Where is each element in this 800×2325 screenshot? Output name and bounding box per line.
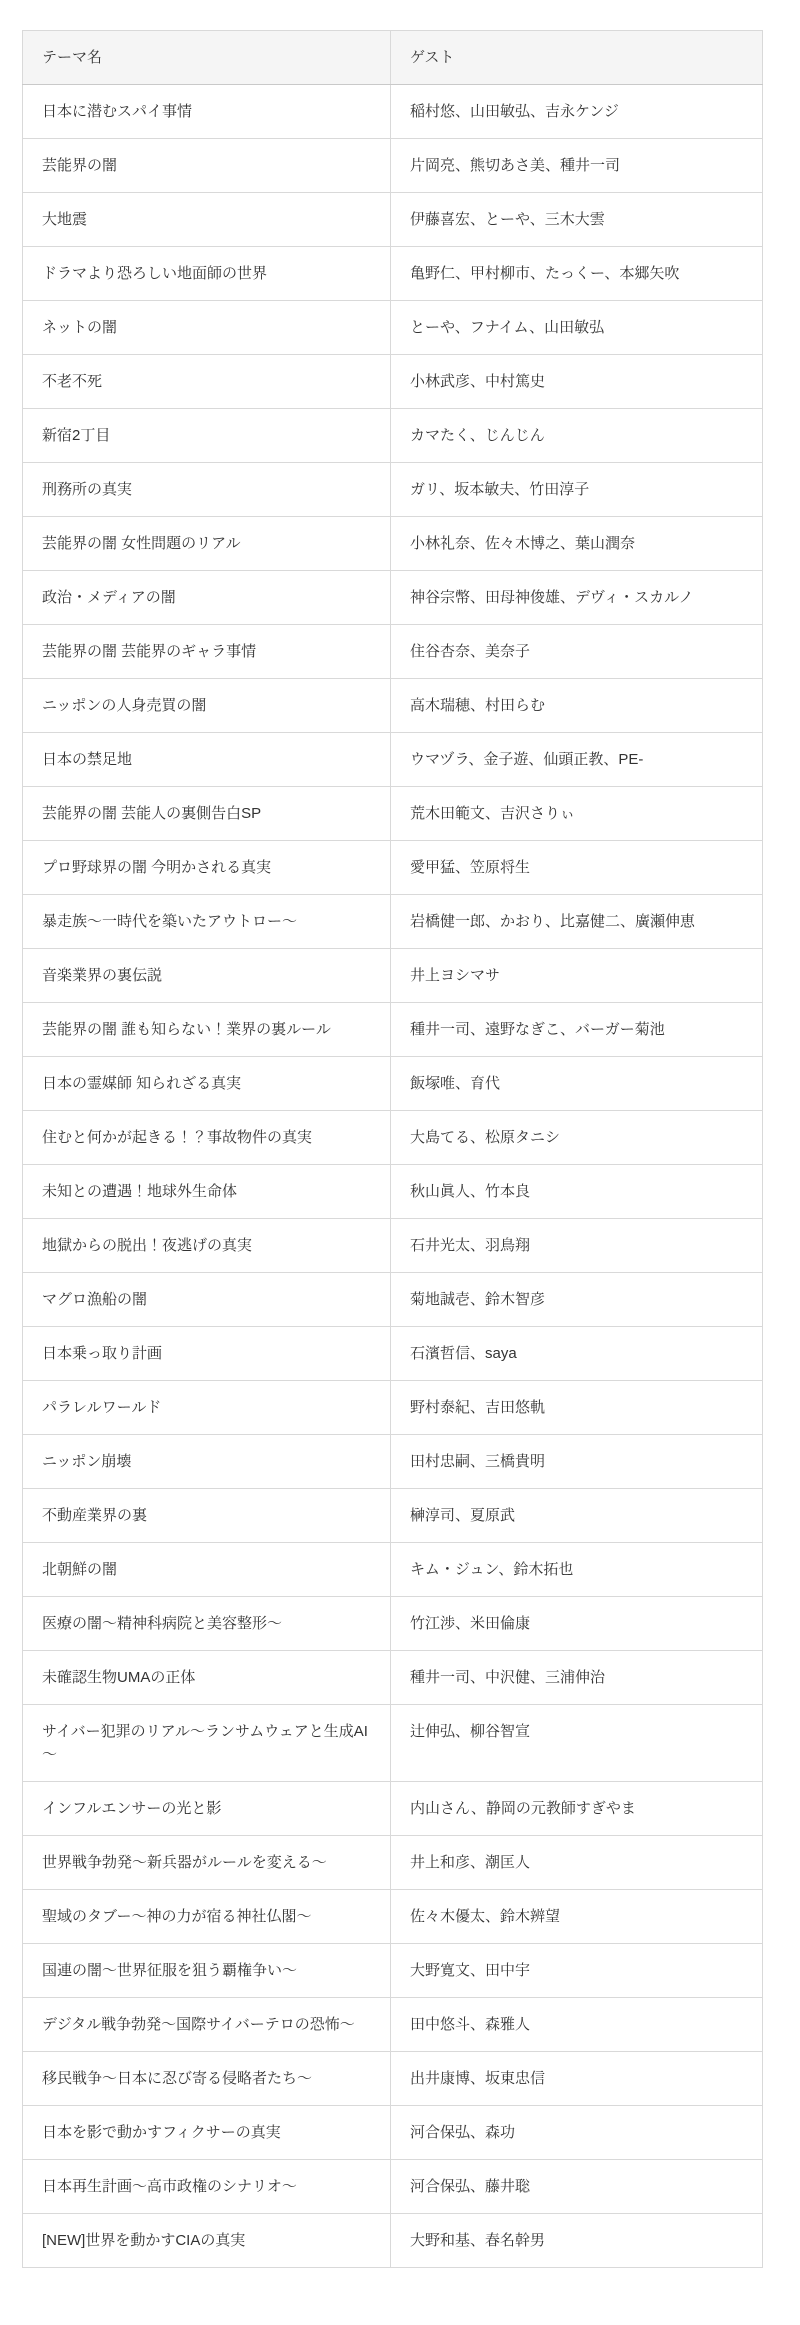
theme-cell: 医療の闇～精神科病院と美容整形～ bbox=[23, 1597, 391, 1651]
guest-cell: 小林武彦、中村篤史 bbox=[391, 355, 763, 409]
theme-cell: ニッポンの人身売買の闇 bbox=[23, 679, 391, 733]
table-row bbox=[23, 1944, 763, 1998]
table-row bbox=[23, 1165, 763, 1219]
table-row bbox=[23, 1890, 763, 1944]
theme-cell: 日本の霊媒師 知られざる真実 bbox=[23, 1057, 391, 1111]
theme-cell: 刑務所の真実 bbox=[23, 463, 391, 517]
guest-cell: 出井康博、坂東忠信 bbox=[391, 2052, 763, 2106]
guest-cell: 種井一司、遠野なぎこ、バーガー菊池 bbox=[391, 1003, 763, 1057]
table-body bbox=[23, 85, 763, 2268]
theme-cell: 芸能界の闇 誰も知らない！業界の裏ルール bbox=[23, 1003, 391, 1057]
table-row bbox=[23, 193, 763, 247]
column-header-guest: ゲスト bbox=[391, 31, 763, 85]
table-row bbox=[23, 139, 763, 193]
theme-cell: 政治・メディアの闇 bbox=[23, 571, 391, 625]
guest-cell: 佐々木優太、鈴木辨望 bbox=[391, 1890, 763, 1944]
table-row bbox=[23, 355, 763, 409]
table-row bbox=[23, 1003, 763, 1057]
guest-cell: 荒木田範文、吉沢さりぃ bbox=[391, 787, 763, 841]
table-row bbox=[23, 841, 763, 895]
table-row bbox=[23, 571, 763, 625]
table-row bbox=[23, 1651, 763, 1705]
guest-cell: 辻伸弘、柳谷智宣 bbox=[391, 1705, 763, 1782]
table-row bbox=[23, 85, 763, 139]
theme-guest-table bbox=[22, 30, 763, 2268]
guest-cell: 愛甲猛、笠原将生 bbox=[391, 841, 763, 895]
guest-cell: 稲村悠、山田敏弘、吉永ケンジ bbox=[391, 85, 763, 139]
theme-cell: 日本を影で動かすフィクサーの真実 bbox=[23, 2106, 391, 2160]
table-row bbox=[23, 2160, 763, 2214]
column-header-theme: テーマ名 bbox=[23, 31, 391, 85]
guest-cell: 大野和基、春名幹男 bbox=[391, 2214, 763, 2268]
theme-cell: 不老不死 bbox=[23, 355, 391, 409]
theme-cell: 音楽業界の裏伝説 bbox=[23, 949, 391, 1003]
theme-cell: 芸能界の闇 bbox=[23, 139, 391, 193]
table-row bbox=[23, 1543, 763, 1597]
theme-cell: サイバー犯罪のリアル～ランサムウェアと生成AI～ bbox=[23, 1705, 391, 1782]
theme-cell: 不動産業界の裏 bbox=[23, 1489, 391, 1543]
theme-cell: 芸能界の闇 芸能界のギャラ事情 bbox=[23, 625, 391, 679]
theme-cell: 世界戦争勃発～新兵器がルールを変える～ bbox=[23, 1836, 391, 1890]
guest-cell: 井上ヨシマサ bbox=[391, 949, 763, 1003]
guest-cell: 片岡亮、熊切あさ美、種井一司 bbox=[391, 139, 763, 193]
table-row bbox=[23, 1111, 763, 1165]
theme-cell: 未知との遭遇！地球外生命体 bbox=[23, 1165, 391, 1219]
table-row bbox=[23, 787, 763, 841]
table-row bbox=[23, 1381, 763, 1435]
table-row bbox=[23, 2106, 763, 2160]
theme-cell: 日本の禁足地 bbox=[23, 733, 391, 787]
table-row bbox=[23, 1836, 763, 1890]
theme-cell: インフルエンサーの光と影 bbox=[23, 1782, 391, 1836]
guest-cell: 小林礼奈、佐々木博之、葉山潤奈 bbox=[391, 517, 763, 571]
guest-cell: 河合保弘、藤井聡 bbox=[391, 2160, 763, 2214]
theme-cell: マグロ漁船の闇 bbox=[23, 1273, 391, 1327]
theme-cell: 暴走族～一時代を築いたアウトロー～ bbox=[23, 895, 391, 949]
guest-cell: 石井光太、羽鳥翔 bbox=[391, 1219, 763, 1273]
theme-cell: [NEW]世界を動かすCIAの真実 bbox=[23, 2214, 391, 2268]
guest-cell: 伊藤喜宏、とーや、三木大雲 bbox=[391, 193, 763, 247]
table-row bbox=[23, 301, 763, 355]
guest-cell: 秋山眞人、竹本良 bbox=[391, 1165, 763, 1219]
table-row bbox=[23, 1782, 763, 1836]
table-row bbox=[23, 517, 763, 571]
guest-cell: 田村忠嗣、三橋貴明 bbox=[391, 1435, 763, 1489]
guest-cell: 榊淳司、夏原武 bbox=[391, 1489, 763, 1543]
guest-cell: 亀野仁、甲村柳市、たっくー、本郷矢吹 bbox=[391, 247, 763, 301]
guest-cell: 岩橋健一郎、かおり、比嘉健二、廣瀬伸恵 bbox=[391, 895, 763, 949]
table-row bbox=[23, 1489, 763, 1543]
header-row bbox=[23, 31, 763, 85]
guest-cell: 竹江渉、米田倫康 bbox=[391, 1597, 763, 1651]
theme-cell: 芸能界の闇 芸能人の裏側告白SP bbox=[23, 787, 391, 841]
table-header bbox=[23, 31, 763, 85]
guest-cell: 大野寛文、田中宇 bbox=[391, 1944, 763, 1998]
theme-cell: ニッポン崩壊 bbox=[23, 1435, 391, 1489]
guest-cell: 神谷宗幣、田母神俊雄、デヴィ・スカルノ bbox=[391, 571, 763, 625]
theme-cell: 日本に潜むスパイ事情 bbox=[23, 85, 391, 139]
theme-cell: 国連の闇～世界征服を狙う覇権争い～ bbox=[23, 1944, 391, 1998]
theme-cell: 日本乗っ取り計画 bbox=[23, 1327, 391, 1381]
table-row bbox=[23, 1057, 763, 1111]
table-row bbox=[23, 679, 763, 733]
guest-cell: 内山さん、静岡の元教師すぎやま bbox=[391, 1782, 763, 1836]
theme-cell: プロ野球界の闇 今明かされる真実 bbox=[23, 841, 391, 895]
guest-cell: ウマヅラ、金子遊、仙頭正教、PE- bbox=[391, 733, 763, 787]
table-row bbox=[23, 1273, 763, 1327]
theme-cell: 住むと何かが起きる！？事故物件の真実 bbox=[23, 1111, 391, 1165]
guest-cell: キム・ジュン、鈴木拓也 bbox=[391, 1543, 763, 1597]
theme-cell: パラレルワールド bbox=[23, 1381, 391, 1435]
theme-cell: ネットの闇 bbox=[23, 301, 391, 355]
table-row bbox=[23, 895, 763, 949]
guest-cell: とーや、フナイム、山田敏弘 bbox=[391, 301, 763, 355]
theme-cell: 芸能界の闇 女性問題のリアル bbox=[23, 517, 391, 571]
table-row bbox=[23, 409, 763, 463]
table-row bbox=[23, 2052, 763, 2106]
guest-cell: カマたく、じんじん bbox=[391, 409, 763, 463]
table-row bbox=[23, 247, 763, 301]
theme-cell: 新宿2丁目 bbox=[23, 409, 391, 463]
guest-cell: 野村泰紀、吉田悠軌 bbox=[391, 1381, 763, 1435]
theme-cell: 北朝鮮の闇 bbox=[23, 1543, 391, 1597]
theme-cell: ドラマより恐ろしい地面師の世界 bbox=[23, 247, 391, 301]
table-row bbox=[23, 733, 763, 787]
guest-cell: 田中悠斗、森雅人 bbox=[391, 1998, 763, 2052]
table-row bbox=[23, 1998, 763, 2052]
table-row bbox=[23, 625, 763, 679]
theme-cell: 日本再生計画～高市政権のシナリオ～ bbox=[23, 2160, 391, 2214]
guest-cell: 河合保弘、森功 bbox=[391, 2106, 763, 2160]
guest-cell: 井上和彦、潮匡人 bbox=[391, 1836, 763, 1890]
guest-cell: 菊地誠壱、鈴木智彦 bbox=[391, 1273, 763, 1327]
table-row bbox=[23, 463, 763, 517]
guest-cell: 飯塚唯、育代 bbox=[391, 1057, 763, 1111]
table-row bbox=[23, 1597, 763, 1651]
table-row bbox=[23, 1327, 763, 1381]
theme-cell: 聖域のタブー～神の力が宿る神社仏閣～ bbox=[23, 1890, 391, 1944]
theme-cell: 移民戦争～日本に忍び寄る侵略者たち～ bbox=[23, 2052, 391, 2106]
guest-cell: 大島てる、松原タニシ bbox=[391, 1111, 763, 1165]
guest-cell: 住谷杏奈、美奈子 bbox=[391, 625, 763, 679]
table-row bbox=[23, 1219, 763, 1273]
guest-cell: ガリ、坂本敏夫、竹田淳子 bbox=[391, 463, 763, 517]
table-row bbox=[23, 1705, 763, 1782]
theme-cell: デジタル戦争勃発～国際サイバーテロの恐怖～ bbox=[23, 1998, 391, 2052]
guest-cell: 種井一司、中沢健、三浦伸治 bbox=[391, 1651, 763, 1705]
guest-cell: 高木瑞穂、村田らむ bbox=[391, 679, 763, 733]
theme-cell: 大地震 bbox=[23, 193, 391, 247]
theme-cell: 未確認生物UMAの正体 bbox=[23, 1651, 391, 1705]
guest-cell: 石濱哲信、saya bbox=[391, 1327, 763, 1381]
theme-cell: 地獄からの脱出！夜逃げの真実 bbox=[23, 1219, 391, 1273]
table-row bbox=[23, 949, 763, 1003]
table-row bbox=[23, 1435, 763, 1489]
table-row bbox=[23, 2214, 763, 2268]
